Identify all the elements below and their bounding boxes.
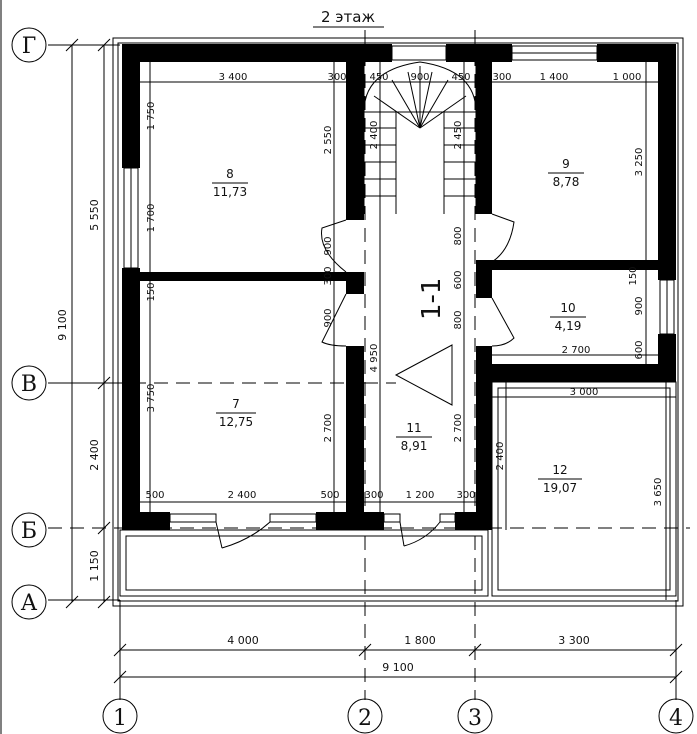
- wall-10-12: [492, 364, 676, 382]
- dim-stair-r: 2 450: [453, 120, 464, 150]
- axis-label-b: Б: [20, 519, 38, 544]
- dim-bot-6: 300: [456, 490, 476, 501]
- window-top-stair: [392, 46, 446, 60]
- axis-label-2: 2: [358, 706, 372, 731]
- axis-label-1: 1: [113, 706, 127, 731]
- room-8-area: 11,73: [212, 185, 248, 199]
- dim-bot-2: 2 400: [227, 490, 257, 501]
- dim-top-3: 450: [369, 72, 389, 83]
- axis-label-4: 4: [669, 706, 683, 731]
- room-12-number: 12: [552, 463, 568, 477]
- dim-r7-v: 3 750: [146, 383, 157, 413]
- room-11-area: 8,91: [400, 439, 428, 453]
- dim-top-4: 900: [410, 72, 430, 83]
- wall-axis3-top: [476, 44, 492, 214]
- dim-top-5: 450: [451, 72, 471, 83]
- wall-left-lower: [122, 268, 140, 530]
- inner-outline: [118, 43, 678, 601]
- dim-r10-v2: 900: [634, 296, 645, 316]
- dim-r8-gap: 150: [146, 282, 157, 302]
- wall-axis2-top: [346, 44, 364, 220]
- door-window-3: [384, 514, 400, 522]
- dim-left-mid: 2 400: [88, 439, 101, 471]
- room-7-area: 12,75: [218, 415, 254, 429]
- wall-bottom-2: [316, 512, 384, 530]
- dim-r10-v1: 150: [628, 266, 639, 286]
- axis-label-3: 3: [468, 706, 482, 731]
- door-swing-balcony-7: [216, 522, 270, 548]
- dim-r12-v: 2 400: [495, 441, 506, 471]
- dim-bot-1: 500: [145, 490, 165, 501]
- dim-r10-v3: 600: [634, 340, 645, 360]
- dim-bot-5: 1 200: [405, 490, 435, 501]
- dim-bottom-seg1: 4 000: [227, 634, 259, 647]
- dim-bottom-seg2: 1 800: [404, 634, 436, 647]
- room-12-area: 19,07: [542, 481, 578, 495]
- dim-stair-l: 2 400: [369, 120, 380, 150]
- dim-top-6: 300: [492, 72, 512, 83]
- dim-r10-h: 2 700: [561, 345, 591, 356]
- dim-top-2: 300: [327, 72, 347, 83]
- dim-door-l2: 300: [323, 266, 334, 286]
- balcony-inner: [126, 536, 482, 590]
- door-swing-balcony-11: [400, 522, 440, 546]
- door-window-2: [270, 514, 316, 522]
- wall-bottom-1: [122, 512, 170, 530]
- dim-bottom-total-label: 9 100: [382, 661, 414, 674]
- door-window-4: [440, 514, 455, 522]
- room-10-number: 10: [560, 301, 576, 315]
- dim-left-top: 5 550: [88, 199, 101, 231]
- dim-door-r1: 800: [453, 226, 464, 246]
- outer-outline: [113, 38, 683, 606]
- wall-right-upper: [658, 44, 676, 280]
- wall-axis3-mid: [476, 262, 492, 298]
- wall-axis3-bot: [476, 346, 492, 530]
- terrace-inner: [498, 388, 670, 590]
- room-9-number: 9: [562, 157, 570, 171]
- dim-bottom-seg3: 3 300: [558, 634, 590, 647]
- dim-top-7: 1 400: [539, 72, 569, 83]
- dim-left-total-label: 9 100: [56, 309, 69, 341]
- dim-door-l3: 900: [323, 308, 334, 328]
- wall-bottom-3: [455, 512, 492, 530]
- room-10-area: 4,19: [554, 319, 582, 333]
- dim-door-r2: 600: [453, 270, 464, 290]
- terrace-outline: [492, 382, 676, 596]
- dim-door-r3: 800: [453, 310, 464, 330]
- wall-9-10: [476, 260, 676, 270]
- dim-bot-3: 500: [320, 490, 340, 501]
- balcony-outline: [120, 530, 488, 596]
- section-mark: 1-1: [417, 277, 447, 320]
- room-11-number: 11: [406, 421, 422, 435]
- dim-left-bot: 1 150: [88, 550, 101, 582]
- dim-r8-v1: 1 750: [146, 101, 157, 131]
- door-swing-9: [492, 214, 514, 262]
- door-window-1: [170, 514, 216, 522]
- wall-left-upper: [122, 44, 140, 168]
- dim-bot-4: 300: [364, 490, 384, 501]
- room-9-area: 8,78: [552, 175, 580, 189]
- dim-door-l1: 900: [323, 236, 334, 256]
- dim-r11-h: 2 700: [453, 413, 464, 443]
- dim-corridor: 4 950: [369, 343, 380, 373]
- room-7-number: 7: [232, 397, 240, 411]
- dim-r12-v2: 3 650: [653, 477, 664, 507]
- floor-title: 2 этаж: [321, 8, 375, 26]
- wall-axis2-mid: [346, 272, 364, 294]
- door-swing-10: [492, 298, 514, 346]
- dim-r8-h: 2 550: [323, 125, 334, 155]
- dim-top-8: 1 000: [612, 72, 642, 83]
- dim-r8-v2: 1 700: [146, 203, 157, 233]
- axis-label-a: А: [20, 591, 38, 616]
- axis-label-g: Г: [21, 34, 37, 59]
- room-8-number: 8: [226, 167, 234, 181]
- dim-r7-h: 2 700: [323, 413, 334, 443]
- dim-r12-h: 3 000: [569, 387, 599, 398]
- axis-label-v: В: [20, 372, 38, 397]
- dim-top-1: 3 400: [218, 72, 248, 83]
- section-arrow: [396, 345, 452, 405]
- dim-r9-v: 3 250: [634, 147, 645, 177]
